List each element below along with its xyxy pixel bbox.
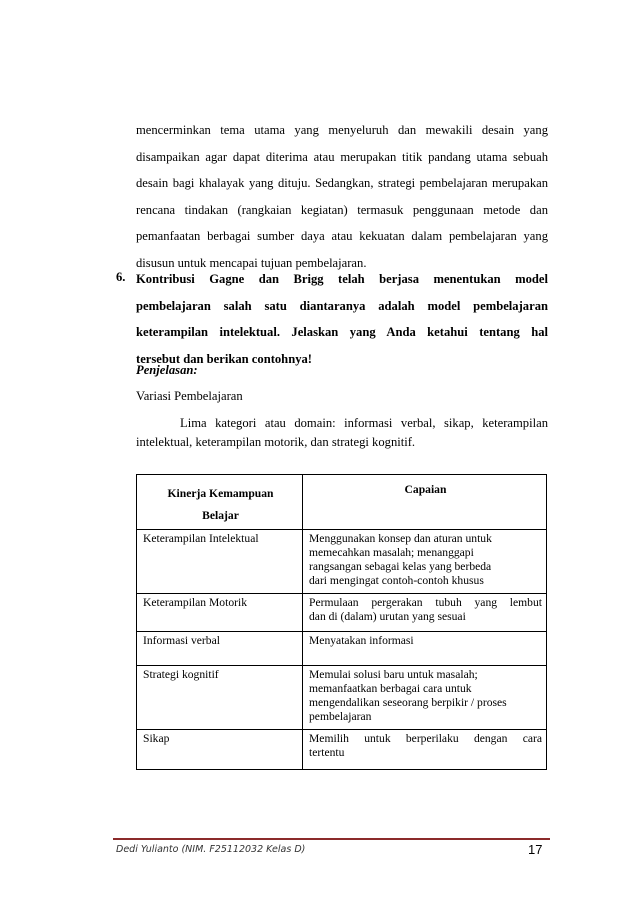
table-row [137,530,547,594]
question-line: keterampilan intelektual. Jelaskan yang Anda ketahui tentang hal [136,325,548,340]
intro-line: disusun untuk mencapai tujuan pembelajaran. [136,255,367,270]
header-kinerja [137,475,303,530]
header-capaian: Capaian [303,475,547,530]
question-number: 6. [116,270,126,284]
capaian-line: dari mengingat contoh-contoh khusus [309,574,484,587]
answer-label: Penjelasan: [136,363,198,377]
capaian-line: mengendalikan seseorang berpikir / proses [309,696,507,709]
page-number: 17 [528,842,543,857]
question-line: tersebut dan berikan contohnya! [136,351,312,366]
kinerja-cell: Keterampilan Motorik [137,594,303,632]
table-row [137,632,547,666]
capaian-line: dan di (dalam) urutan yang sesuai [309,610,466,623]
question-text [136,270,548,376]
capaian-line: memecahkan masalah; menanggapi [309,546,474,559]
intro-paragraph [136,121,548,281]
capaian-line: Memulai solusi baru untuk masalah; [309,668,478,681]
capaian-line: Permulaan pergerakan tubuh yang lembut [309,596,542,609]
capaian-cell [303,730,547,770]
intro-line: disampaikan agar dapat diterima atau merupakan titik pandang utama sebuah [136,149,548,164]
capaian-line: Memilih untuk berperilaku dengan cara [309,732,542,745]
capaian-cell [303,530,547,594]
capaian-line: pembelajaran [309,710,372,723]
intro-line: mencerminkan tema utama yang menyeluruh dan mewakili desain yang [136,123,548,137]
kinerja-cell: Keterampilan Intelektual [137,530,303,594]
table-row [137,730,547,770]
header-kinerja-line: Belajar [202,509,239,522]
capaian-line: Menyatakan informasi [309,634,414,647]
capaian-cell [303,594,547,632]
capaian-cell [303,632,547,666]
capaian-line: Menggunakan konsep dan aturan untuk [309,532,492,545]
header-kinerja-line: Kinerja Kemampuan [167,487,274,500]
capaian-line: memanfaatkan berbagai cara untuk [309,682,472,695]
kinerja-cell: Sikap [137,730,303,770]
table-row [137,594,547,632]
learning-outcomes-table [136,474,547,770]
kinerja-cell: Informasi verbal [137,632,303,666]
intro-line: pemanfaatan berbagai sumber daya atau kekuatan dalam pembelajaran yang [136,229,548,244]
kinerja-cell: Strategi kognitif [137,666,303,730]
answer-line: intelektual, keterampilan motorik, dan strategi kognitif. [136,435,416,449]
answer-subheading: Variasi Pembelajaran [136,389,243,403]
answer-line: Lima kategori atau domain: informasi verbal, sikap, keterampilan [180,416,548,430]
capaian-cell [303,666,547,730]
intro-line: desain bagi khalayak yang dituju. Sedangkan, strategi pembelajaran merupakan [136,176,548,191]
table-header-row [137,475,547,530]
footer-author: Dedi Yulianto (NIM. F25112032 Kelas D) [116,844,306,855]
intro-line: rencana tindakan (rangkaian kegiatan) termasuk penggunaan metode dan [136,202,548,217]
table-row [137,666,547,730]
capaian-line: rangsangan sebagai kelas yang berbeda [309,560,492,573]
capaian-line: tertentu [309,746,345,759]
footer-rule [113,838,550,840]
question-line: Kontribusi Gagne dan Brigg telah berjasa menentukan model [136,272,548,286]
question-line: pembelajaran salah satu diantaranya adalah model pembelajaran [136,298,548,313]
